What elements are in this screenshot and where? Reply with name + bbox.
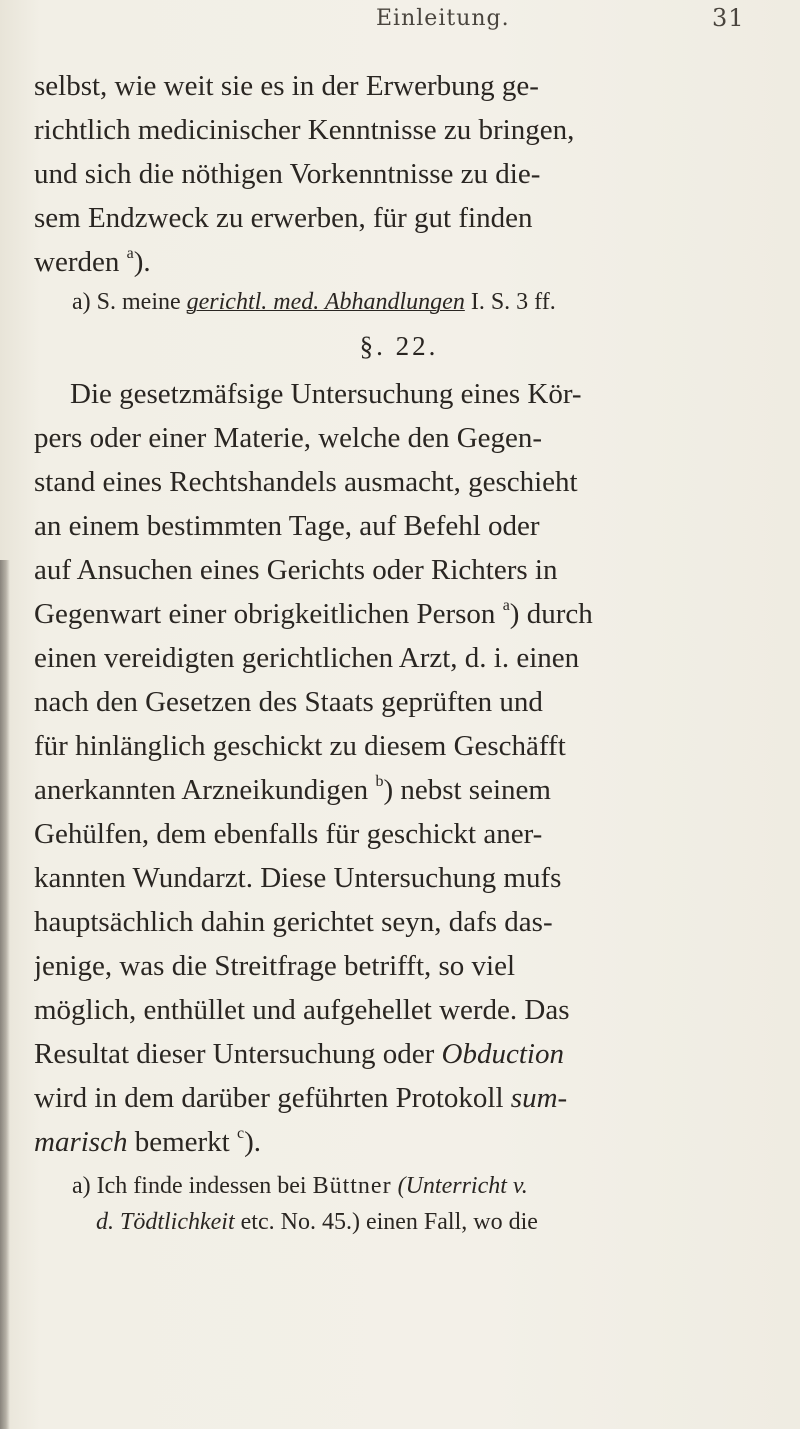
section-heading: §. 22.: [359, 331, 439, 361]
text-line: hauptsächlich dahin gerichtet seyn, dafs das-: [34, 906, 553, 938]
text-line: jenige, was die Streitfrage betrifft, so viel: [34, 950, 516, 982]
footnote-author: Büttner: [312, 1173, 392, 1199]
text-line: pers oder einer Materie, welche den Gegen-: [34, 422, 543, 454]
binding-shadow: [0, 560, 10, 1429]
footnote-marker: a: [126, 245, 134, 263]
text-line: für hinlänglich geschickt zu diesem Geschäfft: [34, 730, 566, 762]
footnote-ref: I. S. 3 ff.: [470, 289, 556, 315]
footnote-label: a) S. meine: [72, 289, 181, 315]
text-fragment: anerkannten Arzneikundigen: [34, 774, 369, 806]
footnote-title: gerichtl. med. Abhandlungen: [186, 289, 465, 315]
text-line: [34, 592, 764, 636]
text-line: kannten Wundarzt. Diese Untersuchung mufs: [34, 862, 562, 894]
footnote: [34, 284, 764, 320]
text-line: nach den Gesetzen des Staats geprüften und: [34, 686, 543, 718]
footnote-title: (Unterricht v.: [397, 1173, 528, 1199]
text-line: Die gesetzmäfsige Untersuchung eines Kör-: [70, 378, 582, 410]
text-line: selbst, wie weit sie es in der Erwerbung ge-: [34, 70, 539, 102]
text-fragment: ) nebst seinem: [383, 774, 551, 806]
text-fragment: Resultat dieser Untersuchung oder: [34, 1038, 435, 1070]
page-number: 31: [712, 4, 745, 32]
text-line: [34, 1032, 764, 1076]
text-line: [34, 1076, 764, 1120]
italic-term: Obduction: [441, 1038, 564, 1070]
text-line: an einem bestimmten Tage, auf Befehl oder: [34, 510, 540, 542]
running-header: [0, 4, 800, 40]
text-line: [34, 768, 764, 812]
footnote-marker: b: [375, 773, 384, 791]
text-fragment: Gegenwart einer obrigkeitlichen Person: [34, 598, 496, 630]
footnote-marker: a: [502, 597, 510, 615]
text-line: richtlich medicinischer Kenntnisse zu bringen,: [34, 114, 575, 146]
text-line: möglich, enthüllet und aufgehellet werde. Das: [34, 994, 570, 1026]
footnote-marker: c: [236, 1125, 245, 1143]
text-fragment: wird in dem darüber geführten Protokoll: [34, 1082, 504, 1114]
italic-term: sum-: [510, 1082, 568, 1114]
text-line: einen vereidigten gerichtlichen Arzt, d. i. einen: [34, 642, 580, 674]
text-line: stand eines Rechtshandels ausmacht, geschieht: [34, 466, 578, 498]
text-line: [34, 240, 764, 284]
text-fragment: werden: [34, 246, 120, 278]
text-fragment: ) durch: [509, 598, 593, 630]
footnote: [34, 1168, 764, 1204]
footnote-continuation: [34, 1204, 764, 1240]
text-line: sem Endzweck zu erwerben, für gut finden: [34, 202, 533, 234]
text-block: [34, 60, 764, 1240]
text-line: [34, 1120, 764, 1164]
text-line: auf Ansuchen eines Gerichts oder Richters in: [34, 554, 558, 586]
text-line: und sich die nöthigen Vorkenntnisse zu die-: [34, 158, 541, 190]
text-line: Gehülfen, dem ebenfalls für geschickt aner-: [34, 818, 543, 850]
italic-term: marisch: [34, 1126, 128, 1158]
header-title: Einleitung.: [376, 6, 510, 31]
footnote-ref: etc. No. 45.) einen Fall, wo die: [240, 1209, 538, 1235]
footnote-label: a) Ich finde indessen bei: [72, 1173, 307, 1199]
text-fragment: ).: [244, 1126, 261, 1158]
text-fragment: bemerkt: [134, 1126, 230, 1158]
text-fragment: ).: [133, 246, 151, 278]
footnote-title: d. Tödtlichkeit: [96, 1209, 235, 1235]
